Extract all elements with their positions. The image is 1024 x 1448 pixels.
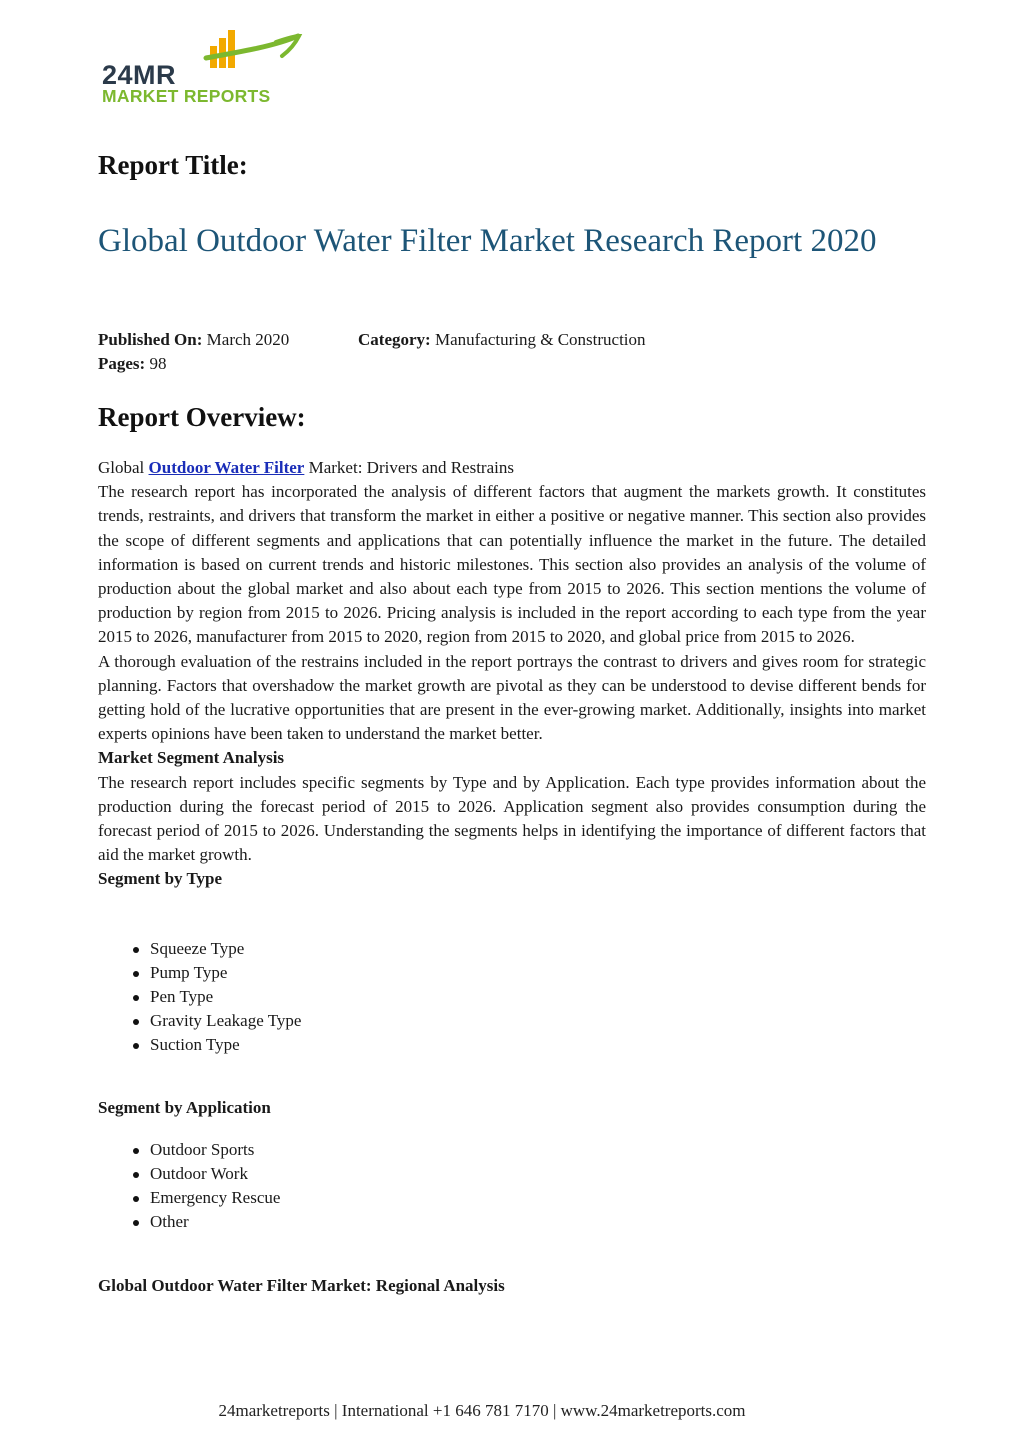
overview-paragraph-3: The research report includes specific segments by Type and by Application. Each type provides information about the production during the forecast period of 2015 to 2026. Application segment also provides consumption during the forecast period of 2015 to 2026. Understanding the segments helps in identifying the importance of different factors that aid the market growth. xyxy=(98,772,926,865)
list-item: Gravity Leakage Type xyxy=(98,1009,301,1033)
list-item: Pump Type xyxy=(98,961,301,985)
regional-analysis-heading: Global Outdoor Water Filter Market: Regional Analysis xyxy=(98,1276,505,1295)
pages-row xyxy=(98,352,289,376)
list-item: Outdoor Sports xyxy=(98,1138,280,1162)
category-row xyxy=(358,328,646,352)
list-item: Outdoor Work xyxy=(98,1162,280,1186)
segment-type-list xyxy=(98,937,301,1057)
category-value: Manufacturing & Construction xyxy=(434,330,646,349)
list-item: Squeeze Type xyxy=(98,937,301,961)
pages-label: Pages: xyxy=(98,354,146,373)
report-overview-label: Report Overview: xyxy=(98,402,306,432)
published-row xyxy=(98,328,289,352)
intro-prefix: Global xyxy=(98,458,145,477)
list-item: Pen Type xyxy=(98,985,301,1009)
logo-brand-top: 24MR xyxy=(102,60,177,90)
segment-analysis-heading: Market Segment Analysis xyxy=(98,748,285,768)
overview-intro xyxy=(98,456,926,480)
outdoor-water-filter-link[interactable]: Outdoor Water Filter xyxy=(148,458,305,477)
segment-type-heading: Segment by Type xyxy=(98,869,223,889)
report-title-label: Report Title: xyxy=(98,150,248,180)
overview-paragraph-1: The research report has incorporated the analysis of different factors that augment the markets growth. It constitutes trends, restraints, and drivers that transform the market in either a positive or negative manner. This section also provides the scope of different segments and applications that can potentially influence the market in the future. The detailed information is based on current trends and historic milestones. This section also provides an analysis of the volume of production about the global market and also about each type from 2015 to 2026. This section mentions the volume of production by region from 2015 to 2026. Pricing analysis is included in the report according to each type from the year 2015 to 2026, manufacturer from 2015 to 2020, region from 2015 to 2020, and global price from 2015 to 2026. xyxy=(98,482,926,647)
report-meta xyxy=(98,328,646,376)
report-title: Global Outdoor Water Filter Market Research Report 2020 xyxy=(98,223,877,259)
list-item: Other xyxy=(98,1210,280,1234)
category-label: Category: xyxy=(358,330,431,349)
logo xyxy=(100,28,310,108)
overview-content xyxy=(98,456,926,892)
page-footer: 24marketreports | International +1 646 781 7170 | www.24marketreports.com xyxy=(218,1401,746,1420)
intro-suffix: Market: Drivers and Restrains xyxy=(308,458,514,477)
segment-application-list xyxy=(98,1138,280,1234)
pages-value: 98 xyxy=(149,354,167,373)
segment-application-heading: Segment by Application xyxy=(98,1098,271,1117)
published-value: March 2020 xyxy=(206,330,290,349)
logo-brand-bottom: MARKET REPORTS xyxy=(102,86,271,106)
overview-paragraph-2: A thorough evaluation of the restrains included in the report portrays the contrast to drivers and gives room for strategic planning. Factors that overshadow the market growth are pivotal as they can be understood to devise different bends for getting hold of the lucrative opportunities that are present in the ever-growing market. Additionally, insights into market experts opinions have been taken to understand the market better. xyxy=(98,651,926,744)
list-item: Suction Type xyxy=(98,1033,301,1057)
list-item: Emergency Rescue xyxy=(98,1186,280,1210)
published-label: Published On: xyxy=(98,330,203,349)
